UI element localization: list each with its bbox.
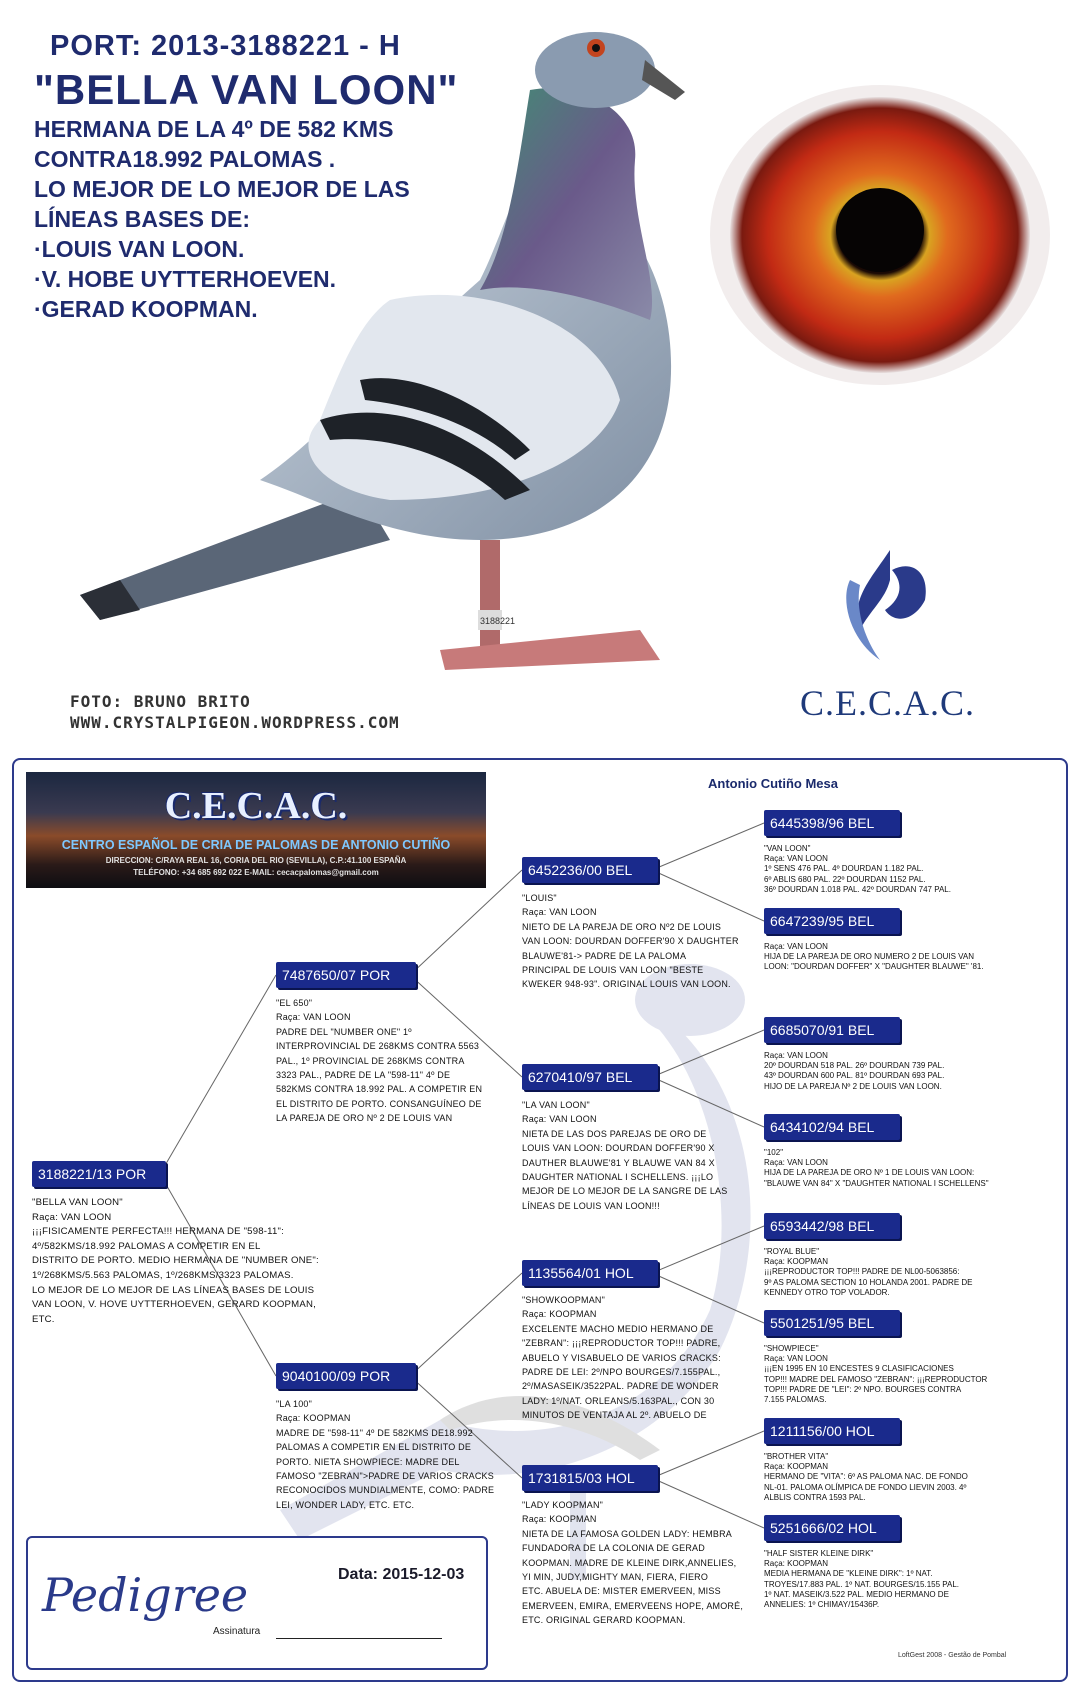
sire-dam-ring-box[interactable]: 6270410/97 BEL — [522, 1064, 658, 1090]
signature-label: Assinatura — [213, 1626, 261, 1637]
photo-credit: FOTO: BRUNO BRITO — [70, 692, 251, 711]
ggp-notes: "SHOWPIECE" Raça: VAN LOON ¡¡¡EN 1995 EN 10 ENCESTES 9 CLASIFICACIONES TOP!!! MADRE DEL FAMOSO "ZEBRAN": ¡¡¡REPRODUCTOR TOP!!! PADRE DE "LEI": 2º NPO. BOURGES CONTRA 7.155 PALOMAS. — [764, 1344, 988, 1405]
description-line: ·GERAD KOOPMAN. — [34, 296, 258, 322]
sire-ring-box[interactable]: 7487650/07 POR — [276, 962, 416, 988]
ggp-notes: Raça: VAN LOON 20º DOURDAN 518 PAL. 26º DOURDAN 739 PAL. 43º DOURDAN 600 PAL. 81º DOURDAN 693 PAL. HIJO DE LA PAREJA Nº 2 DE LOUIS VAN LOON. — [764, 1051, 945, 1091]
banner-contact: TELÉFONO: +34 685 692 022 E-MAIL: cecacpalomas@gmail.com — [133, 868, 379, 877]
dam-sire-notes: "SHOWKOOPMAN" Raça: KOOPMAN EXCELENTE MACHO MEDIO HERMANO DE "ZEBRAN": ¡¡¡REPRODUCTOR TOP!!! PADRE, ABUELO Y VISABUELO DE VARIOS CRACKS: PADRE DE LEI: 2º/NPO BOURGES/7.155PAL., 2º/MASASEIK/3522PAL. PADRE DE WONDER LADY: 1º/NAT. ORLEANS/5.163PAL., CON 30 MINUTOS DE VENTAJA AL 2º. ABUELO DE — [522, 1295, 721, 1421]
description-line: LO MEJOR DE LO MEJOR DE LAS — [34, 176, 410, 202]
banner-subtitle: CENTRO ESPAÑOL DE CRIA DE PALOMAS DE ANTONIO CUTIÑO — [61, 838, 451, 852]
description-line: ·LOUIS VAN LOON. — [34, 236, 245, 262]
sire-sire-ring-box[interactable]: 6452236/00 BEL — [522, 857, 658, 883]
ggp-ring-box[interactable]: 6445398/96 BEL — [764, 810, 900, 836]
sire-notes: "EL 650" Raça: VAN LOON PADRE DEL "NUMBER ONE" 1º INTERPROVINCIAL DE 268KMS CONTRA 5563 PAL., 1º PROVINCIAL DE 268KMS CONTRA 3323 PAL., PADRE DE LA "598-11" 4º DE 582KMS CONTRA 18.992 PAL. A COMPETIR EN EL DISTRITO DE PORTO. CONSANGUÍNEO DE LA PAREJA DE ORO Nº 2 DE LOUIS VAN — [276, 998, 483, 1124]
photo-website: WWW.CRYSTALPIGEON.WORDPRESS.COM — [70, 713, 400, 732]
signature-line[interactable] — [276, 1638, 442, 1639]
ggp-ring-box[interactable]: 5251666/02 HOL — [764, 1515, 900, 1541]
leg-ring-text: 3188221 — [480, 616, 516, 626]
subject-notes: "BELLA VAN LOON" Raça: VAN LOON ¡¡¡FISICAMENTE PERFECTA!!! HERMANA DE "598-11": 4º/582KMS/18.992 PALOMAS A COMPETIR EN EL DISTRITO DE PORTO. MEDIO HERMANA DE "NUMBER ONE": 1º/268KMS/5.563 PALOMAS, 1º/268KMS/3323 PALOMAS. LO MEJOR DE LO MEJOR DE LAS LÍNEAS BASES DE LOUIS VAN LOON, V. HOVE UYTTERHOEVEN, GERARD KOOPMAN, ETC. — [32, 1197, 319, 1325]
pedigree-date: Data: 2015-12-03 — [338, 1566, 465, 1583]
sire-sire-notes: "LOUIS" Raça: VAN LOON NIETO DE LA PAREJA DE ORO Nº2 DE LOUIS VAN LOON: DOURDAN DOFFER'90 X DAUGHTER BLAUWE'81-> PADRE DE LA PALOMA PRINCIPAL DE LOUIS VAN LOON "BESTE KWEKER 948-93". ORIGINAL LOUIS VAN LOON. — [522, 893, 739, 990]
cecac-logo-text: C.E.C.A.C. — [800, 683, 976, 723]
pedigree-footer-box — [26, 1536, 488, 1670]
ggp-notes: "ROYAL BLUE" Raça: KOOPMAN ¡¡¡REPRODUCTOR TOP!!! PADRE DE NL00-5063856: 9º AS PALOMA SECTION 10 HOLANDA 2001. PADRE DE KENNEDY OTRO TOP VOLADOR. — [764, 1247, 973, 1297]
owner-name: Antonio Cutiño Mesa — [708, 776, 838, 791]
description-line: ·V. HOBE UYTTERHOEVEN. — [34, 266, 337, 292]
ggp-ring-box[interactable]: 6685070/91 BEL — [764, 1017, 900, 1043]
dam-ring-box[interactable]: 9040100/09 POR — [276, 1363, 416, 1389]
ggp-ring-box[interactable]: 5501251/95 BEL — [764, 1310, 900, 1336]
description-line: HERMANA DE LA 4º DE 582 KMS — [34, 116, 394, 142]
software-credit: LoftGest 2008 - Gestão de Pombal — [898, 1652, 1007, 1659]
dam-dam-notes: "LADY KOOPMAN" Raça: KOOPMAN NIETA DE LA FAMOSA GOLDEN LADY: HEMBRA FUNDADORA DE LA COLONIA DE GERAD KOOPMAN. MADRE DE KLEINE DIRK,ANNELIES, YI MIN, JUDY,MIGHTY MAN, FIERA, FIERO ETC. ABUELA DE: MISTER EMERVEEN, MISS EMERVEEN, EMIRA, EMERVEENS HOPE, AMORÉ, ETC. ORIGINAL GERARD KOOPMAN. — [522, 1500, 744, 1626]
dam-sire-ring-box[interactable]: 1135564/01 HOL — [522, 1260, 658, 1286]
ggp-notes: "102" Raça: VAN LOON HIJA DE LA PAREJA DE ORO Nº 1 DE LOUIS VAN LOON: "BLAUWE VAN 84" X "DAUGHTER NATIONAL I SCHELLENS" — [764, 1148, 989, 1188]
pigeon-name-heading: "BELLA VAN LOON" — [34, 66, 459, 113]
subject-ring-box[interactable]: 3188221/13 POR — [32, 1161, 166, 1187]
ggp-ring-box[interactable]: 6647239/95 BEL — [764, 908, 900, 934]
ggp-notes: "BROTHER VITA" Raça: KOOPMAN HERMANO DE "VITA": 6º AS PALOMA NAC. DE FONDO NL-01. PALOMA OLÍMPICA DE FONDO LIEVIN 2003. 4º ALBLIS CONTRA 1593 PAL. — [764, 1452, 968, 1502]
banner-address: DIRECCION: C/RAYA REAL 16, CORIA DEL RIO (SEVILLA), C.P.:41.100 ESPAÑA — [105, 856, 407, 865]
ggp-notes: Raça: VAN LOON HIJA DE LA PAREJA DE ORO NUMERO 2 DE LOUIS VAN LOON: "DOURDAN DOFFER" X "DAUGHTER BLAUWE" '81. — [764, 942, 984, 972]
banner-title: C.E.C.A.C. — [164, 785, 348, 827]
ggp-ring-box[interactable]: 1211156/00 HOL — [764, 1418, 900, 1444]
ring-number-heading: PORT: 2013-3188221 - H — [50, 30, 401, 62]
pedigree-script-title: Pedigree — [42, 1568, 249, 1622]
description-line: LÍNEAS BASES DE: — [34, 206, 250, 232]
ggp-ring-box[interactable]: 6434102/94 BEL — [764, 1114, 900, 1140]
description-line: CONTRA18.992 PALOMAS . — [34, 146, 336, 172]
sire-dam-notes: "LA VAN LOON" Raça: VAN LOON NIETA DE LAS DOS PAREJAS DE ORO DE LOUIS VAN LOON: DOURDAN DOFFER'90 X DAUTHER BLAUWE'81 Y BLAUWE VAN 84 X DAUGHTER NATIONAL I SCHELLENS. ¡¡¡LO MEJOR DE LO MEJOR DE LA SANGRE DE LAS LÍNEAS DE LOUIS VAN LOON!!! — [522, 1100, 728, 1211]
dam-dam-ring-box[interactable]: 1731815/03 HOL — [522, 1465, 658, 1491]
ggp-ring-box[interactable]: 6593442/98 BEL — [764, 1213, 900, 1239]
ggp-notes: "HALF SISTER KLEINE DIRK" Raça: KOOPMAN MEDIA HERMANA DE "KLEINE DIRK": 1º NAT. TROYES/17.883 PAL. 1º NAT. BOURGES/15.155 PAL. 1º NAT. MASEIK/3.522 PAL. MEDIO HERMANO DE ANNELIES: 1º CHIMAY/15436P. — [764, 1549, 960, 1610]
dam-notes: "LA 100" Raça: KOOPMAN MADRE DE "598-11" 4º DE 582KMS DE18.992 PALOMAS A COMPETIR EN EL DISTRITO DE PORTO. NIETA SHOWPIECE: MADRE DEL FAMOSO "ZEBRAN">PADRE DE VARIOS CRACKS RECONOCIDOS MUNDIALMENTE, COMO: PADRE LEI, WONDER LADY, ETC. ETC. — [276, 1399, 495, 1510]
ggp-notes: "VAN LOON" Raça: VAN LOON 1º SENS 476 PAL. 4º DOURDAN 1.182 PAL. 6º ABLIS 680 PAL. 22º DOURDAN 1152 PAL. 36º DOURDAN 1.018 PAL. 42º DOURDAN 747 PAL. — [764, 844, 951, 894]
